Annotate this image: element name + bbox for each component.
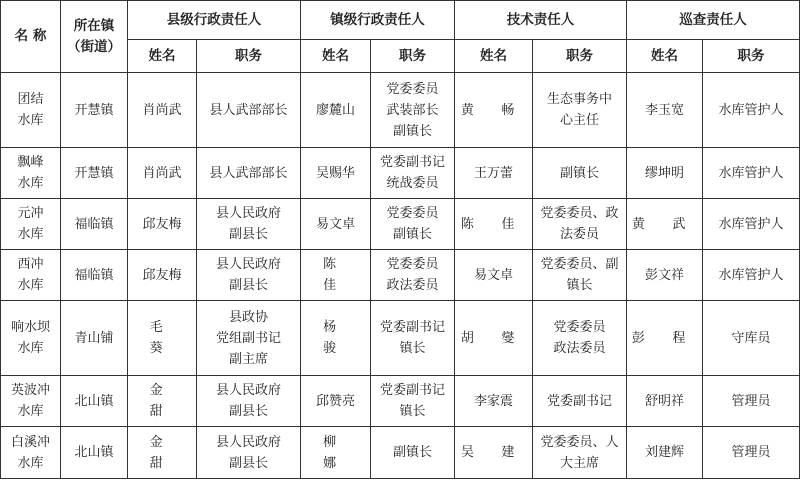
county-title: 县人民政府 副县长 [197, 199, 301, 250]
reservoir-name: 英波冲 水库 [1, 376, 61, 427]
tech-person: 黄 畅 [455, 73, 533, 148]
town-title: 党委副书记 镇长 [371, 301, 455, 376]
tech-person: 胡 燮 [455, 301, 533, 376]
table-row [1, 427, 800, 479]
town-person: 杨 骏 [301, 301, 371, 376]
subheader-town-title: 职务 [371, 40, 455, 73]
town-person: 邱赞亮 [301, 376, 371, 427]
subheader-county-title: 职务 [197, 40, 301, 73]
town-person: 陈 佳 [301, 250, 371, 301]
county-title: 县人武部部长 [197, 148, 301, 199]
patrol-title: 水库管护人 [703, 199, 800, 250]
subheader-tech-title: 职务 [533, 40, 627, 73]
reservoir-name: 团结 水库 [1, 73, 61, 148]
town-title: 党委副书记 统战委员 [371, 148, 455, 199]
town-title: 党委委员 武装部长 副镇长 [371, 73, 455, 148]
county-person: 金 甜 [128, 376, 197, 427]
county-person: 金 甜 [128, 427, 197, 479]
town-cell: 开慧镇 [61, 73, 128, 148]
reservoir-name: 元冲 水库 [1, 199, 61, 250]
reservoir-name: 飘峰 水库 [1, 148, 61, 199]
town-person: 吴赐华 [301, 148, 371, 199]
patrol-title: 守库员 [703, 301, 800, 376]
patrol-person: 缪坤明 [627, 148, 703, 199]
patrol-person: 彭 程 [627, 301, 703, 376]
town-person: 柳 娜 [301, 427, 371, 479]
patrol-person: 彭文祥 [627, 250, 703, 301]
town-cell: 青山铺 [61, 301, 128, 376]
county-person: 肖尚武 [128, 148, 197, 199]
table-row [1, 199, 800, 250]
county-title: 县人民政府 副县长 [197, 427, 301, 479]
subheader-patrol-name: 姓名 [627, 40, 703, 73]
town-cell: 开慧镇 [61, 148, 128, 199]
town-title: 党委委员 副镇长 [371, 199, 455, 250]
table-row [1, 376, 800, 427]
county-title: 县人武部部长 [197, 73, 301, 148]
header-town-group: 镇级行政责任人 [301, 1, 455, 40]
town-person: 易文卓 [301, 199, 371, 250]
header-name: 名 称 [1, 1, 61, 73]
town-cell: 北山镇 [61, 376, 128, 427]
tech-title: 党委委员、人 大主席 [533, 427, 627, 479]
table-row [1, 250, 800, 301]
reservoir-name: 西冲 水库 [1, 250, 61, 301]
county-person: 肖尚武 [128, 73, 197, 148]
tech-person: 王万蕾 [455, 148, 533, 199]
patrol-person: 刘建辉 [627, 427, 703, 479]
county-person: 邱友梅 [128, 199, 197, 250]
subheader-county-name: 姓名 [128, 40, 197, 73]
town-title: 党委委员 政法委员 [371, 250, 455, 301]
tech-title: 党委副书记 [533, 376, 627, 427]
town-person: 廖麓山 [301, 73, 371, 148]
subheader-tech-name: 姓名 [455, 40, 533, 73]
tech-title: 党委委员 政法委员 [533, 301, 627, 376]
county-title: 县人民政府 副县长 [197, 250, 301, 301]
patrol-person: 黄 武 [627, 199, 703, 250]
patrol-title: 水库管护人 [703, 73, 800, 148]
table-row [1, 301, 800, 376]
town-cell: 北山镇 [61, 427, 128, 479]
patrol-title: 水库管护人 [703, 250, 800, 301]
county-person: 邱友梅 [128, 250, 197, 301]
tech-title: 副镇长 [533, 148, 627, 199]
header-county-group: 县级行政责任人 [128, 1, 301, 40]
town-title: 党委副书记 镇长 [371, 376, 455, 427]
patrol-title: 水库管护人 [703, 148, 800, 199]
patrol-title: 管理员 [703, 376, 800, 427]
reservoir-name: 白溪冲 水库 [1, 427, 61, 479]
tech-person: 吴 建 [455, 427, 533, 479]
patrol-title: 管理员 [703, 427, 800, 479]
header-patrol-group: 巡查责任人 [627, 1, 800, 40]
patrol-person: 李玉宽 [627, 73, 703, 148]
town-cell: 福临镇 [61, 199, 128, 250]
tech-title: 党委委员、副 镇长 [533, 250, 627, 301]
reservoir-name: 响水坝 水库 [1, 301, 61, 376]
patrol-person: 舒明祥 [627, 376, 703, 427]
tech-person: 易文卓 [455, 250, 533, 301]
subheader-patrol-title: 职务 [703, 40, 800, 73]
header-town: 所在镇 （街道） [61, 1, 128, 73]
table-row [1, 73, 800, 148]
table-row [1, 148, 800, 199]
town-title: 副镇长 [371, 427, 455, 479]
tech-title: 党委委员、政 法委员 [533, 199, 627, 250]
county-title: 县政协 党组副书记 副主席 [197, 301, 301, 376]
county-title: 县人民政府 副县长 [197, 376, 301, 427]
county-person: 毛 葵 [128, 301, 197, 376]
tech-title: 生态事务中 心主任 [533, 73, 627, 148]
tech-person: 李家震 [455, 376, 533, 427]
header-tech-group: 技术责任人 [455, 1, 627, 40]
town-cell: 福临镇 [61, 250, 128, 301]
subheader-town-name: 姓名 [301, 40, 371, 73]
tech-person: 陈 佳 [455, 199, 533, 250]
